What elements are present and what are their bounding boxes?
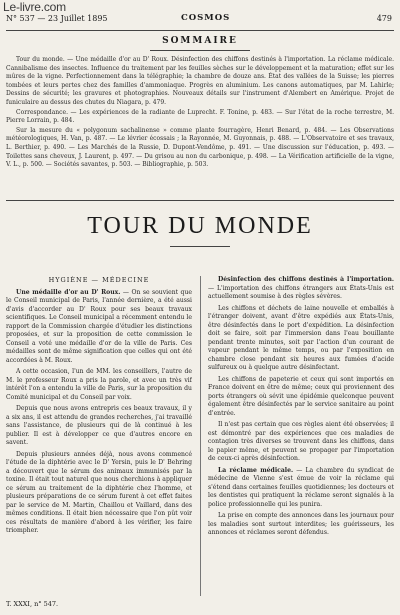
article-paragraph: [6, 289, 192, 366]
article-text: — L'importation des chiffons étrangers aux États-Unis est actuellement soumise à des règles sévères.: [208, 284, 394, 300]
article-paragraph: [208, 467, 394, 510]
running-head: [6, 14, 392, 26]
issue-number: N° 537 — 23 Juillet 1895: [6, 14, 108, 23]
article-text: Les chiffons de papeterie et ceux qui sont importés en France doivent en être de même; ceux qui proviennent des ports étrangers où sévit une épidémie quelconque peuvent également être désinfectés par le service sanitaire au point d'entrée.: [208, 375, 394, 417]
article-paragraph: [208, 305, 394, 373]
article-text: — La chambre du syndicat de médecine de Vienne s'est émue de voir la réclame qui s'étend dans certaines feuilles quotidiennes; les docteurs et les dentistes qui pratiquent la réclame seront signalés à la police professionnelle qui les punira.: [208, 466, 394, 508]
article-paragraph: [208, 376, 394, 419]
sommaire-title: SOMMAIRE: [162, 36, 238, 46]
watermark: Le-livre.com: [3, 0, 66, 14]
sommaire-paragraph: Sur la mesure du « polygonum sachalinense » comme plante fourragère, Henri Benard, p. 484. — Les Observations météorologiques, H. Van, p. 487. — Le lévrier écossais ; la Rayonnée, M. Guyonnais, p. 488. — L'Observatoire et ses travaux, L. Berthier, p. 490. — Les Marchés de la Russie, D. Dupont-Vendôme, p. 491. — Une discussion sur l'éducation, p. 493. — Toilettes sans cheveux, J. Laurent, p. 497. — Du grisou au non du carbonique, p. 498. — La Vérification artificielle de la vigne, V. L., p. 500. — Sociétés savantes, p. 503. — Bibliographie, p. 503.: [6, 126, 394, 169]
article-paragraph: [6, 405, 192, 448]
sommaire-paragraph: Correspondance. — Les expériences de la radiante de Luprecht. F. Tonine, p. 483. — Sur l'état de la roche terrestre, M. Pierre Lorrain, p. 484.: [6, 108, 394, 125]
sommaire-rule: [150, 50, 250, 51]
title-rule: [170, 246, 230, 247]
article-text: Les chiffons et déchets de laine nouvelle et emballés à l'étranger doivent, avant d'être expédiés aux États-Unis, être désinfectés dans le port d'expédition. La désinfection doit se faire, soit par l'immersion dans l'eau bouillante pendant trente minutes, soit par l'action d'un courant de vapeur pendant le même temps, ou par l'exposition en chambre close pendant six heures aux fumées d'acide sulfureux ou à quelque autre désinfectant.: [208, 304, 394, 371]
article-text: La prise en compte des annonces dans les journaux pour les maladies sont surtout interdites; les guérisseurs, les annonces et réclames seront défendus.: [208, 512, 394, 536]
article-paragraph: [208, 276, 394, 302]
section-rule: [6, 200, 394, 201]
left-column-heading: HYGIÈNE — MÉDECINE: [48, 276, 150, 284]
article-lead: Une médaille d'or au D' Roux.: [16, 288, 121, 296]
article-text: A cette occasion, l'un de MM. les conseillers, l'autre de M. le professeur Roux a pris la parole, et avec un très vif intérêt l'on a entendu la ville de Paris, sur la proposition du Comité municipal et du Conseil par voix.: [6, 368, 192, 401]
article-text: — On se souvient que le Conseil municipal de Paris, l'année dernière, a été aussi d'avis d'accorder au D' Roux pour ses beaux travaux scientifiques. Le Conseil municipal a récemment entendu le rapport de la Commission chargée d'étudier les distinctions proposées, et sur la proposition de cette commission le Conseil a voté une médaille d'or de la ville de Paris. Ces médailles sont de même signification que celles qui ont été accordées à M. Roux.: [6, 288, 192, 364]
article-lead: Désinfection des chiffons destinés à l'importation.: [218, 276, 394, 283]
right-column: [208, 276, 394, 541]
article-paragraph: [6, 451, 192, 536]
article-paragraph: [208, 421, 394, 464]
article-text: Il n'est pas certain que ces règles aient été observées; il est démontré par des expériences que ces maladies de contagion très diverses se trouvent dans les chiffons, dans le papier même, et peuvent se propager par l'importation de ceux-ci après désinfection.: [208, 421, 394, 462]
page-number: 479: [376, 14, 392, 23]
top-rule: [6, 30, 394, 31]
column-separator: [200, 276, 201, 596]
left-column: [6, 276, 192, 539]
sommaire-body: [6, 56, 394, 171]
journal-name: COSMOS: [181, 13, 231, 23]
article-paragraph: [6, 368, 192, 402]
article-text: Depuis que nous avons entrepris ces beaux travaux, il y a six ans, il est attendu de grandes recherches, j'ai travaillé sans l'assistance, de plusieurs qui de là continué à les publier. Il est à développer ce que d'autres encore en savent.: [6, 405, 192, 446]
section-title: TOUR DU MONDE: [87, 213, 313, 239]
article-text: Depuis plusieurs années déjà, nous avons commencé l'étude de la diphtérie avec le D' Yersin, puis le D' Behring a découvert que le sérum des animaux immunisés par la toxine. Il était tout naturel que nous cherchions à appliquer ce sérum au traitement de la diphtérie chez l'homme, et plusieurs préparations de ce sérum furent à cet effet faites par le service de M. Martin, Chaillou et Vaillard, dans des mêmes conditions. Il était bien nécessaire que l'on pût voir ces résultats de manière d'abord à les vérifier, les faire triompher.: [6, 450, 192, 534]
article-paragraph: [208, 512, 394, 538]
sommaire-paragraph: Tour du monde. — Une médaille d'or au D' Roux. Désinfection des chiffons destinés à l'importation. La réclame médicale. Cannibalisme des insectes. Influence du traitement par les feuilles sèches sur le développement et la maturation; effet sur les mûres de la vigne. Perfectionnement dans la télégraphie; la chambre de douze ans. État des vallées de la Suisse; les pierres tombées et leurs pertes chez des familles d'ammoniaque. Progrès en aluminium. Les canons automatiques, par M. Lahirle; Dessins de sécurité; les gravures et photographies. Nouveaux détails sur l'instrument d'Alembert en Amérique. Projet de funiculaire au dessus des chutes du Niagara, p. 479.: [6, 56, 394, 106]
footer-volume: T. XXXI, n° 547.: [6, 600, 59, 608]
article-lead: La réclame médicale.: [218, 466, 294, 474]
